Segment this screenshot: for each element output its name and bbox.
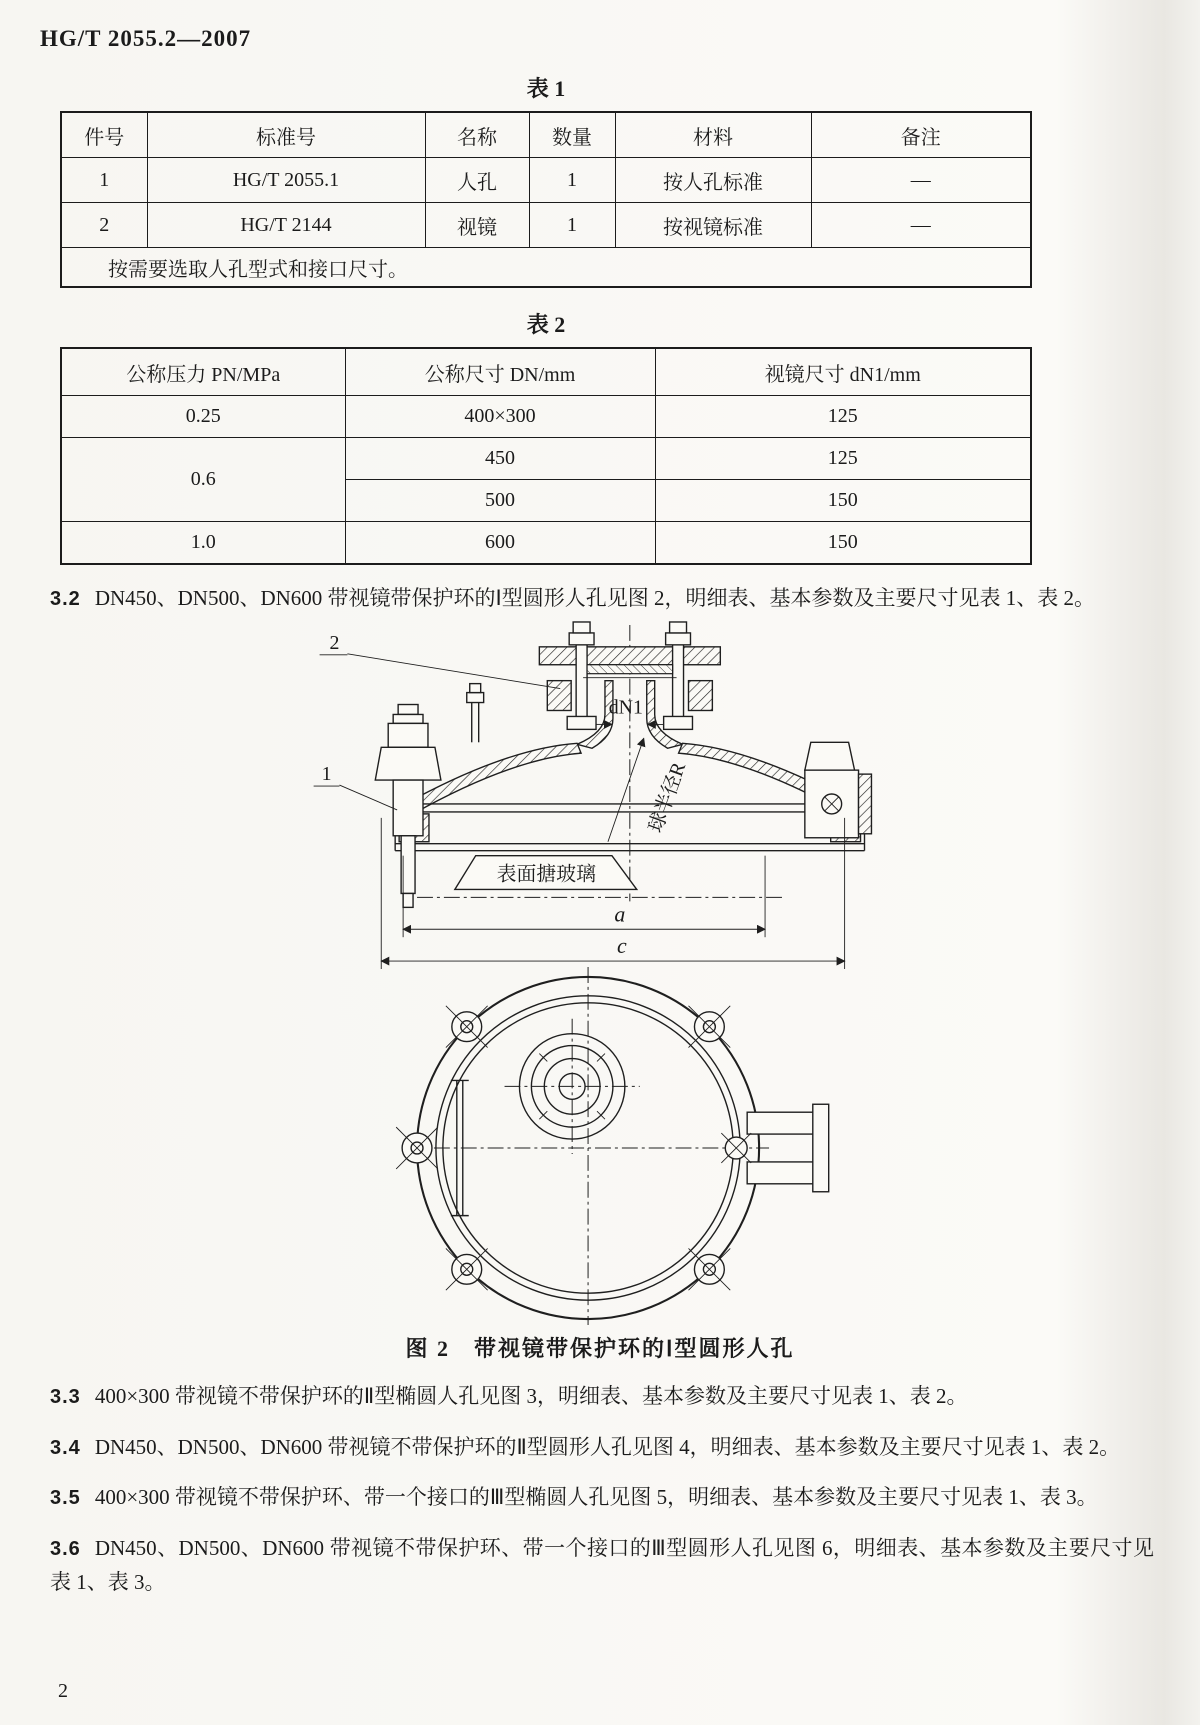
bracket-section: [859, 775, 872, 835]
bolt-nut: [569, 633, 594, 645]
hinge-plate: [813, 1105, 829, 1193]
sightglass-glass: [587, 665, 673, 674]
table1-header: 材料: [615, 112, 811, 158]
dim-a-label: a: [614, 902, 626, 927]
table1-header: 数量: [529, 112, 615, 158]
table1-header: 备注: [811, 112, 1031, 158]
stud-nut: [467, 693, 484, 703]
clause-text: DN450、DN500、DN600 带视镜不带保护环的Ⅱ型圆形人孔见图 4，明细表、基本参数及主要尺寸见表 1、表 2。: [94, 1434, 1121, 1459]
table1-title: 表 1: [526, 76, 566, 101]
table-row: [61, 396, 1031, 438]
standard-number: HG/T 2055.2—2007: [40, 26, 252, 51]
table1-cell: —: [811, 158, 1031, 203]
table2-cell: 0.25: [61, 396, 345, 438]
clause-text: 400×300 带视镜不带保护环的Ⅱ型椭圆人孔见图 3，明细表、基本参数及主要尺寸见表 1、表 2。: [94, 1384, 968, 1409]
clause-number: 3.3: [50, 1386, 81, 1409]
clause-number: 3.2: [50, 588, 81, 610]
table1-cell: HG/T 2055.1: [147, 158, 425, 203]
flange-section-right: [688, 681, 712, 711]
table1-cell: —: [811, 203, 1031, 248]
table2-header-row: [61, 348, 1031, 396]
callout-2-leader: [347, 654, 560, 689]
paragraph-3-5: [50, 1480, 1154, 1514]
flange-section-left: [547, 681, 571, 711]
table1-cell: 1: [529, 203, 615, 248]
bolt-lug: [446, 1006, 488, 1048]
bolt-lug: [688, 1006, 730, 1048]
table1-note-row: [61, 248, 1031, 288]
paragraph-3-6: [50, 1531, 1154, 1599]
dim-c-label: c: [617, 934, 627, 959]
table2-cell: 0.6: [61, 438, 345, 522]
table2-cell: 150: [655, 522, 1031, 565]
bolt-lug: [396, 1128, 438, 1170]
figure-2-caption: 图 2 带视镜带保护环的Ⅰ型圆形人孔: [405, 1336, 795, 1362]
table1: [60, 111, 1032, 288]
table2-cell: 125: [655, 438, 1031, 480]
table2-cell: 500: [345, 480, 655, 522]
page-number: 2: [58, 1680, 68, 1702]
paragraph-3-4: [50, 1430, 1154, 1464]
clause-text: DN450、DN500、DN600 带视镜带保护环的Ⅰ型圆形人孔见图 2，明细表、基本参数及主要尺寸见表 1、表 2。: [94, 586, 1095, 610]
bracket-tab: [805, 743, 855, 771]
table2-cell: 150: [655, 480, 1031, 522]
clause-number: 3.5: [50, 1487, 81, 1510]
table1-header: 标准号: [147, 112, 425, 158]
table1-header: 件号: [61, 112, 147, 158]
table1-cell: 视镜: [425, 203, 529, 248]
table1-cell: 按视镜标准: [615, 203, 811, 248]
hinge-nut: [398, 705, 418, 715]
table1-cell: 按人孔标准: [615, 158, 811, 203]
hinge-body: [388, 724, 428, 748]
table2: [60, 347, 1032, 565]
paragraph-3-3: [50, 1379, 1154, 1413]
table1-header-row: [61, 112, 1031, 158]
table2-header: 公称尺寸 DN/mm: [345, 348, 655, 396]
table2-title: 表 2: [526, 312, 566, 337]
sphere-radius-label: 球半径R: [644, 759, 691, 836]
sightglass-cover-flange: [539, 647, 720, 665]
table1-note: 按需要选取人孔型式和接口尺寸。: [61, 248, 1031, 288]
clause-text: DN450、DN500、DN600 带视镜不带保护环、带一个接口的Ⅲ型圆形人孔见图 6，明细表、基本参数及主要尺寸见表 1、表 3。: [50, 1535, 1154, 1594]
hinge-bracket: [375, 748, 441, 781]
table1-cell: 1: [529, 158, 615, 203]
table-row: [61, 522, 1031, 565]
table-row: [61, 438, 1031, 480]
table1-cell: 人孔: [425, 158, 529, 203]
table2-cell: 400×300: [345, 396, 655, 438]
bolt-lug: [446, 1249, 488, 1291]
callout-2: 2: [329, 632, 340, 655]
radius-leader-arrow: [608, 739, 644, 842]
surface-enamel-label: 表面搪玻璃: [496, 863, 596, 886]
table-row: [61, 158, 1031, 203]
table-row: [61, 203, 1031, 248]
hinge-washer: [393, 715, 423, 724]
stud-head: [470, 684, 481, 693]
table2-cell: 600: [345, 522, 655, 565]
table1-cell: 2: [61, 203, 147, 248]
table1-cell: HG/T 2144: [147, 203, 425, 248]
clause-number: 3.6: [50, 1537, 81, 1560]
manhole-technical-drawing: [60, 619, 1140, 1325]
hinge-arm: [747, 1113, 815, 1135]
figure-2-drawing: [60, 619, 1200, 1330]
table2-header: 公称压力 PN/MPa: [61, 348, 345, 396]
bolt-nut: [666, 633, 691, 645]
table2-cell: 1.0: [61, 522, 345, 565]
table2-header: 视镜尺寸 dN1/mm: [655, 348, 1031, 396]
table1-cell: 1: [61, 158, 147, 203]
dn1-dimension-label: dN1: [608, 696, 643, 719]
bolt-lug: [688, 1249, 730, 1291]
hinge-arm: [747, 1162, 815, 1184]
bolt-head: [670, 622, 687, 633]
bolt-nut: [664, 717, 693, 730]
bolt-nut: [567, 717, 596, 730]
clause-number: 3.4: [50, 1436, 81, 1459]
clause-text: 400×300 带视镜不带保护环、带一个接口的Ⅲ型椭圆人孔见图 5，明细表、基本参数及主要尺寸见表 1、表 3。: [94, 1485, 1098, 1510]
paragraph-3-2: [50, 581, 1154, 615]
table2-cell: 450: [345, 438, 655, 480]
table2-cell: 125: [655, 396, 1031, 438]
hinge-pin-tip: [403, 894, 413, 908]
table1-header: 名称: [425, 112, 529, 158]
hinge-lug: [393, 780, 423, 836]
callout-1-leader: [339, 785, 397, 810]
bolt-head: [573, 622, 590, 633]
callout-1: 1: [321, 763, 332, 786]
